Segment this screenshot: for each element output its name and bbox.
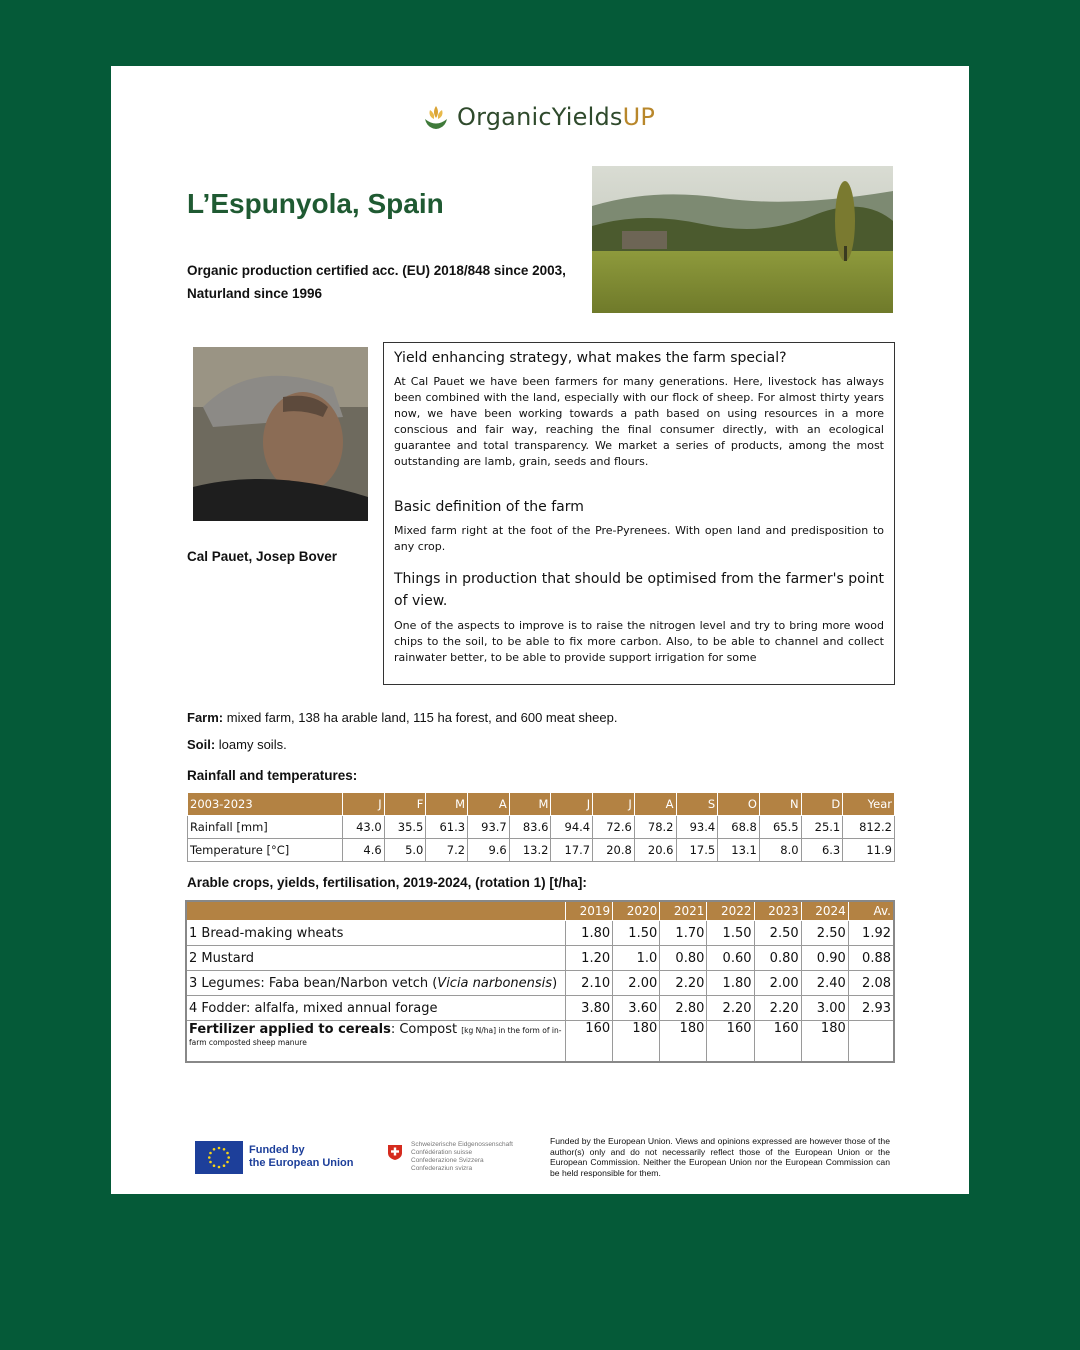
table-cell: Temperature [°C] (188, 839, 343, 862)
rainfall-temperature-table (187, 792, 895, 862)
table-cell: 8.0 (759, 839, 801, 862)
table-cell: 9.6 (468, 839, 510, 862)
table-row (186, 946, 894, 971)
table-cell: 43.0 (343, 816, 385, 839)
table-cell: 2024 (801, 901, 848, 921)
eu-flag-icon (195, 1141, 243, 1174)
footer (195, 1136, 895, 1186)
table-cell: 2021 (660, 901, 707, 921)
table-cell: 68.8 (718, 816, 760, 839)
table-cell: N (759, 793, 801, 816)
table-cell: 0.80 (660, 946, 707, 971)
table-cell: 160 (566, 1021, 613, 1063)
table-cell: D (801, 793, 843, 816)
crops-section-title: Arable crops, yields, fertilisation, 2019-2024, (rotation 1) [t/ha]: (187, 875, 587, 890)
table-cell: 2019 (566, 901, 613, 921)
table-cell: 160 (707, 1021, 754, 1063)
eu-funding-label: Funded by the European Union (249, 1144, 354, 1169)
table-cell: 0.60 (707, 946, 754, 971)
table-cell: 2.08 (848, 971, 894, 996)
table-row (186, 971, 894, 996)
table-cell: 65.5 (759, 816, 801, 839)
table-cell: 180 (801, 1021, 848, 1063)
table-cell: 2.50 (801, 921, 848, 946)
table-cell: 0.80 (754, 946, 801, 971)
table-cell: 1.80 (707, 971, 754, 996)
table-cell: 2023 (754, 901, 801, 921)
eu-disclaimer: Funded by the European Union. Views and opinions expressed are however those of the author(s) only and do not necessarily reflect those of the European Union or the European Commission. Neither the European Union nor the European Commission can be held responsible for them. (550, 1136, 890, 1178)
table-cell: J (343, 793, 385, 816)
table-cell: Year (843, 793, 895, 816)
table-cell: 35.5 (384, 816, 426, 839)
table-row (188, 816, 895, 839)
table-cell: 2.80 (660, 996, 707, 1021)
table-cell: 2022 (707, 901, 754, 921)
strategy-text: At Cal Pauet we have been farmers for many generations. Here, livestock has always been combined with the land, especially with our flock of sheep. For almost thirty years now, we have been working towards a path based on using resources in a more conscious and fair way, reaching the final consumer directly, with an ecological guarantee and total transparency. We market a series of products, among the most outstanding are lamb, grain, seeds and flours. (394, 375, 884, 468)
table-cell: 0.88 (848, 946, 894, 971)
table-cell: M (426, 793, 468, 816)
table-cell: 17.7 (551, 839, 593, 862)
table-header-row (186, 901, 894, 921)
table-cell: 13.2 (509, 839, 551, 862)
table-cell: 1.20 (566, 946, 613, 971)
optimisation-text: One of the aspects to improve is to raise the nitrogen level and try to bring more wood chips to the soil, to be able to fix more carbon. Also, to be able to channel and collect rainwater better, to be able to provide support irrigation for some (394, 619, 884, 664)
definition-text: Mixed farm right at the foot of the Pre-Pyrenees. With open land and predisposition to any crop. (394, 524, 884, 553)
table-cell: 20.8 (593, 839, 635, 862)
landscape-photo (592, 166, 893, 313)
table-header-row (188, 793, 895, 816)
table-cell: 1.92 (848, 921, 894, 946)
table-cell: Rainfall [mm] (188, 816, 343, 839)
certification-text: Organic production certified acc. (EU) 2018/848 since 2003, Naturland since 1996 (187, 263, 566, 301)
table-cell: 2.40 (801, 971, 848, 996)
table-cell: 1 Bread-making wheats (186, 921, 566, 946)
table-cell: F (384, 793, 426, 816)
table-cell: 3.00 (801, 996, 848, 1021)
table-cell: 61.3 (426, 816, 468, 839)
table-cell: 7.2 (426, 839, 468, 862)
table-cell: A (468, 793, 510, 816)
table-cell: J (593, 793, 635, 816)
table-cell: 2.50 (754, 921, 801, 946)
strategy-heading: Yield enhancing strategy, what makes the farm special? (394, 350, 787, 366)
logo-text: OrganicYieldsUP (457, 103, 656, 131)
table-cell: 13.1 (718, 839, 760, 862)
table-cell: 2.10 (566, 971, 613, 996)
table-row (188, 839, 895, 862)
table-cell: M (509, 793, 551, 816)
table-cell: 2 Mustard (186, 946, 566, 971)
table-cell: 2.00 (754, 971, 801, 996)
table-cell: 1.50 (707, 921, 754, 946)
table-cell: 0.90 (801, 946, 848, 971)
table-cell: 20.6 (634, 839, 676, 862)
table-cell: 78.2 (634, 816, 676, 839)
table-row (186, 921, 894, 946)
table-cell: Av. (848, 901, 894, 921)
table-cell: 2020 (613, 901, 660, 921)
farm-info: Farm: mixed farm, 138 ha arable land, 115 ha forest, and 600 meat sheep. (187, 710, 618, 725)
soil-info: Soil: loamy soils. (187, 737, 287, 752)
table-cell (186, 901, 566, 921)
table-cell: S (676, 793, 718, 816)
factsheet-page (111, 66, 969, 1194)
table-cell: 94.4 (551, 816, 593, 839)
swiss-flag-icon (387, 1144, 403, 1160)
table-cell: 6.3 (801, 839, 843, 862)
table-cell: 4.6 (343, 839, 385, 862)
fertilizer-label: Fertilizer applied to cereals: Compost [kg N/ha] in the form of in- farm composted sheep manure (186, 1021, 566, 1063)
legumes-label: 3 Legumes: Faba bean/Narbon vetch (Vicia narbonensis) (186, 971, 566, 996)
table-cell: 1.80 (566, 921, 613, 946)
optimisation-heading: Things in production that should be optimised from the farmer's point of view. (394, 571, 884, 609)
table-cell: 25.1 (801, 816, 843, 839)
table-cell: 93.7 (468, 816, 510, 839)
table-cell: 2.00 (613, 971, 660, 996)
table-row (186, 996, 894, 1021)
table-cell: A (634, 793, 676, 816)
table-cell: 83.6 (509, 816, 551, 839)
farm-title: L’Espunyola, Spain (187, 188, 444, 219)
table-cell: 180 (660, 1021, 707, 1063)
swiss-confederation-text: Schweizerische Eidgenossenschaft Confédération suisse Confederazione Svizzera Confederaziun svizra (411, 1141, 513, 1172)
table-cell: 160 (754, 1021, 801, 1063)
organic-yields-up-logo (421, 102, 655, 132)
table-cell (848, 1021, 894, 1063)
table-cell: 1.70 (660, 921, 707, 946)
table-cell: 2.20 (660, 971, 707, 996)
table-cell: 2.20 (754, 996, 801, 1021)
table-cell: 17.5 (676, 839, 718, 862)
crops-yield-table (185, 900, 895, 1063)
table-cell: 93.4 (676, 816, 718, 839)
table-cell: 1.0 (613, 946, 660, 971)
rainfall-section-title: Rainfall and temperatures: (187, 768, 358, 783)
farmer-caption: Cal Pauet, Josep Bover (187, 549, 338, 564)
table-cell: 3.80 (566, 996, 613, 1021)
table-row (186, 1021, 894, 1063)
table-cell: 11.9 (843, 839, 895, 862)
table-cell: 5.0 (384, 839, 426, 862)
table-cell: 3.60 (613, 996, 660, 1021)
table-cell: O (718, 793, 760, 816)
table-cell: 4 Fodder: alfalfa, mixed annual forage (186, 996, 566, 1021)
farmer-photo (193, 347, 368, 521)
table-cell: 72.6 (593, 816, 635, 839)
wheat-hand-icon (421, 102, 451, 132)
table-cell: 1.50 (613, 921, 660, 946)
definition-heading: Basic definition of the farm (394, 499, 584, 515)
table-cell: 2.93 (848, 996, 894, 1021)
table-cell: 2.20 (707, 996, 754, 1021)
table-cell: 2003-2023 (188, 793, 343, 816)
table-cell: J (551, 793, 593, 816)
table-cell: 180 (613, 1021, 660, 1063)
farm-description-box (383, 342, 895, 685)
table-cell: 812.2 (843, 816, 895, 839)
